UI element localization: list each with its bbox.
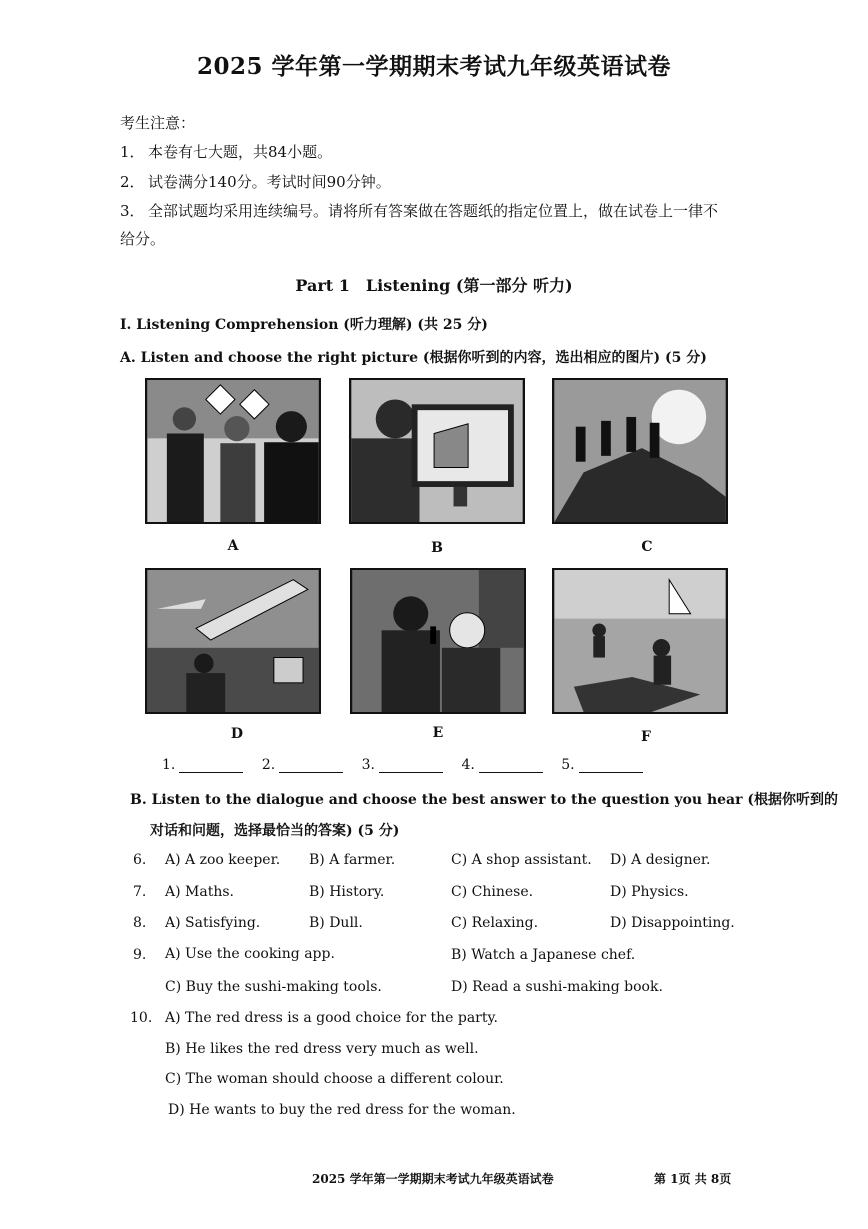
section-b-heading-cont: 对话和问题，选择最恰当的答案) (5 分) bbox=[150, 823, 400, 839]
picture-label: C bbox=[641, 539, 653, 555]
rocket-lab-illustration bbox=[147, 570, 319, 712]
picture-label: A bbox=[227, 538, 239, 554]
option[interactable]: B) A farmer. bbox=[309, 852, 396, 868]
option[interactable]: C) Relaxing. bbox=[451, 915, 539, 931]
notice-item: 2． 试卷满分140分。考试时间90分钟。 bbox=[120, 173, 391, 191]
picture-e bbox=[350, 568, 526, 714]
interview-illustration bbox=[352, 570, 524, 712]
section-a-heading: A. Listen and choose the right picture (根据你听到的内容，选出相应的图片) (5 分) bbox=[120, 350, 707, 366]
fishermen-boat-illustration bbox=[554, 570, 726, 712]
option[interactable]: B) Dull. bbox=[309, 915, 363, 931]
answer-blank[interactable]: 3. bbox=[362, 757, 443, 773]
option[interactable]: B) History. bbox=[309, 884, 385, 900]
answer-blanks bbox=[162, 757, 657, 773]
hikers-mountain-illustration bbox=[554, 380, 726, 522]
picture-f bbox=[552, 568, 728, 714]
option[interactable]: D) Read a sushi-making book. bbox=[451, 979, 663, 995]
option[interactable]: D) Physics. bbox=[610, 884, 689, 900]
notice-item-continued: 给分。 bbox=[120, 230, 166, 248]
answer-blank[interactable]: 2. bbox=[262, 757, 343, 773]
picture-label: E bbox=[432, 725, 444, 741]
section-b-heading: B. Listen to the dialogue and choose the best answer to the question you hear (根据你听到的 bbox=[130, 792, 838, 808]
section-heading: I. Listening Comprehension (听力理解) (共 25 分) bbox=[120, 317, 488, 333]
notice-item: 3． 全部试题均采用连续编号。请将所有答案做在答题纸的指定位置上，做在试卷上一律不 bbox=[120, 202, 719, 220]
option[interactable]: A) Satisfying. bbox=[165, 915, 261, 931]
question-number: 6. bbox=[133, 852, 147, 868]
picture-label: D bbox=[230, 726, 244, 742]
option[interactable]: C) Buy the sushi-making tools. bbox=[165, 979, 382, 995]
part-title: Part 1 Listening (第一部分 听力) bbox=[295, 276, 573, 295]
answer-blank[interactable]: 5. bbox=[561, 757, 642, 773]
notice-item: 1． 本卷有七大题，共84小题。 bbox=[120, 143, 333, 161]
picture-d bbox=[145, 568, 321, 714]
option[interactable]: A) Use the cooking app. bbox=[165, 946, 335, 962]
option[interactable]: C) The woman should choose a different colour. bbox=[165, 1071, 504, 1087]
picture-c bbox=[552, 378, 728, 524]
option[interactable]: C) A shop assistant. bbox=[451, 852, 592, 868]
option[interactable]: B) He likes the red dress very much as well. bbox=[165, 1041, 479, 1057]
option[interactable]: A) Maths. bbox=[165, 884, 234, 900]
question-number: 9. bbox=[133, 947, 147, 963]
option[interactable]: D) He wants to buy the red dress for the woman. bbox=[168, 1102, 516, 1118]
option[interactable]: A) The red dress is a good choice for the party. bbox=[165, 1010, 498, 1026]
option[interactable]: B) Watch a Japanese chef. bbox=[451, 947, 636, 963]
footer-page-number: 第 1页 共 8页 bbox=[654, 1172, 732, 1186]
question-number: 7. bbox=[133, 884, 147, 900]
option[interactable]: D) Disappointing. bbox=[610, 915, 735, 931]
option[interactable]: A) A zoo keeper. bbox=[165, 852, 281, 868]
question-number: 8. bbox=[133, 915, 147, 931]
architect-computer-illustration bbox=[351, 380, 523, 522]
question-number: 10. bbox=[130, 1010, 153, 1026]
picture-label: B bbox=[431, 540, 443, 556]
answer-blank[interactable]: 1. bbox=[162, 757, 243, 773]
picture-label: F bbox=[641, 729, 651, 745]
page-title: 2025 学年第一学期期末考试九年级英语试卷 bbox=[196, 53, 672, 80]
footer-title: 2025 学年第一学期期末考试九年级英语试卷 bbox=[312, 1172, 554, 1186]
picture-a bbox=[145, 378, 321, 524]
picture-b bbox=[349, 378, 525, 524]
option[interactable]: C) Chinese. bbox=[451, 884, 534, 900]
notice-heading: 考生注意： bbox=[120, 114, 196, 132]
police-arrest-illustration bbox=[147, 380, 319, 522]
option[interactable]: D) A designer. bbox=[610, 852, 711, 868]
answer-blank[interactable]: 4. bbox=[461, 757, 542, 773]
